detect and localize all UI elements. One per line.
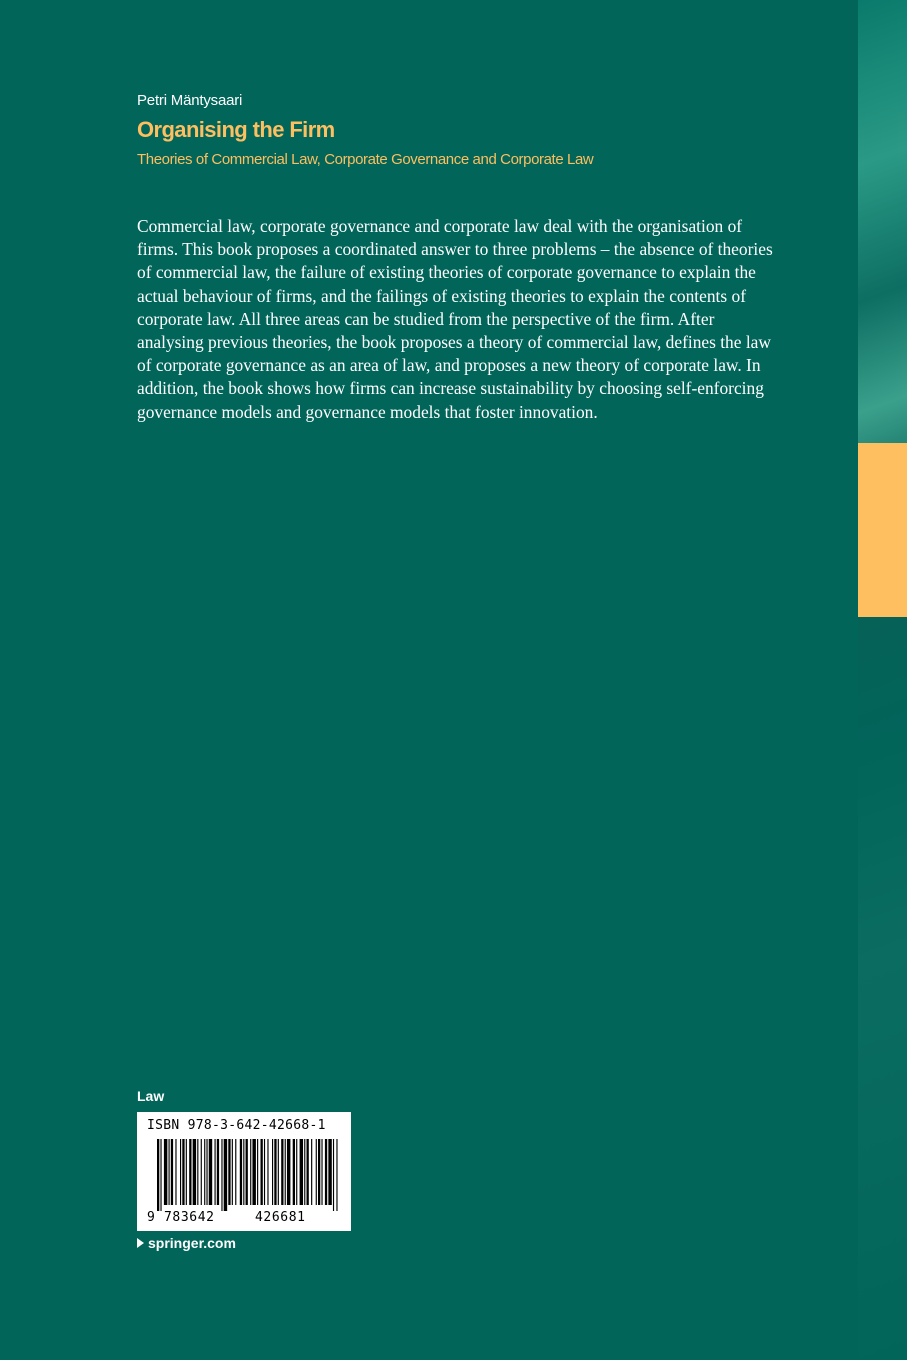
barcode-bars [137, 1112, 351, 1212]
barcode-bar [228, 1139, 230, 1205]
barcode-bar [293, 1139, 295, 1205]
barcode-bar [267, 1139, 268, 1205]
barcode-bar [261, 1139, 263, 1205]
barcode-bar [278, 1139, 279, 1205]
spine-accent-stripe [858, 443, 907, 617]
barcode-bar [311, 1139, 312, 1205]
spine-texture [858, 0, 907, 1360]
barcode-bar [169, 1139, 170, 1205]
barcode-bar [157, 1139, 159, 1211]
barcode-bar [281, 1139, 283, 1205]
barcode-bar [235, 1139, 236, 1205]
barcode-bar [272, 1139, 273, 1205]
barcode-bar [160, 1139, 161, 1211]
barcode-bar [285, 1139, 286, 1205]
barcode-bar [232, 1139, 233, 1205]
barcode-bar [274, 1139, 276, 1205]
barcode-bar [182, 1139, 184, 1205]
barcode-bar [180, 1139, 181, 1205]
barcode-bar [300, 1139, 303, 1205]
book-title: Organising the Firm [137, 117, 335, 142]
barcode-bar [333, 1139, 334, 1211]
barcode-bar [209, 1139, 212, 1205]
barcode-bar [175, 1139, 176, 1205]
author-name: Petri Mäntysaari [137, 92, 243, 109]
barcode-bar [164, 1139, 167, 1205]
barcode-bar [224, 1139, 227, 1211]
barcode-bar [325, 1139, 327, 1205]
website-label[interactable]: springer.com [148, 1235, 236, 1251]
barcode-bar [193, 1139, 196, 1205]
barcode-bar [206, 1139, 207, 1205]
barcode-bar [243, 1139, 244, 1205]
publisher-website[interactable] [137, 1235, 236, 1251]
isbn-label: ISBN 978-3-642-42668-1 [147, 1118, 326, 1133]
barcode-bar [252, 1139, 255, 1205]
barcode-lead-digit: 9 [147, 1210, 155, 1225]
barcode-bar [296, 1139, 297, 1205]
barcode-bar [240, 1139, 242, 1205]
barcode-bar [250, 1139, 251, 1205]
isbn-barcode [137, 1112, 351, 1231]
book-description: Commercial law, corporate governance and corporate law deal with the organisation of firms. This book proposes a coordinated answer to three problems – the absence of theories of commercial law, the failure of existing theories of corporate governance to explain the actual behaviour of firms, and the failings of existing theories to explain the contents of corporate law. All three areas can be studied from the perspective of the firm. After analysing previous theories, the book proposes a theory of commercial law, defines the law of corporate governance as an area of law, and proposes a new theory of corporate law. In addition, the book shows how firms can increase sustainability by choosing self-enforcing governance models and governance models that foster innovation. [137, 216, 773, 422]
barcode-bar [287, 1139, 290, 1205]
barcode-bar [221, 1139, 222, 1211]
barcode-bar [189, 1139, 191, 1205]
barcode-bar [336, 1139, 337, 1211]
barcode-bar [328, 1139, 331, 1205]
barcode-bar [197, 1139, 198, 1205]
barcode-digit-group-right: 426681 [255, 1210, 306, 1225]
barcode-bar [316, 1139, 317, 1205]
barcode-bar [304, 1139, 305, 1205]
barcode-bar [201, 1139, 202, 1205]
triangle-arrow-icon [137, 1238, 144, 1248]
barcode-bar [215, 1139, 216, 1205]
book-subtitle: Theories of Commercial Law, Corporate Governance and Corporate Law [137, 151, 594, 168]
barcode-bar [171, 1139, 173, 1205]
barcode-bar [186, 1139, 187, 1205]
barcode-bar [264, 1139, 265, 1205]
barcode-bar [321, 1139, 322, 1205]
barcode-digit-group-left: 783642 [164, 1210, 215, 1225]
subject-category: Law [137, 1088, 165, 1104]
barcode-bar [217, 1139, 219, 1205]
barcode-bar [257, 1139, 258, 1205]
barcode-bar [204, 1139, 205, 1205]
barcode-bar [318, 1139, 320, 1205]
barcode-bar [246, 1139, 248, 1205]
barcode-bar [307, 1139, 309, 1205]
